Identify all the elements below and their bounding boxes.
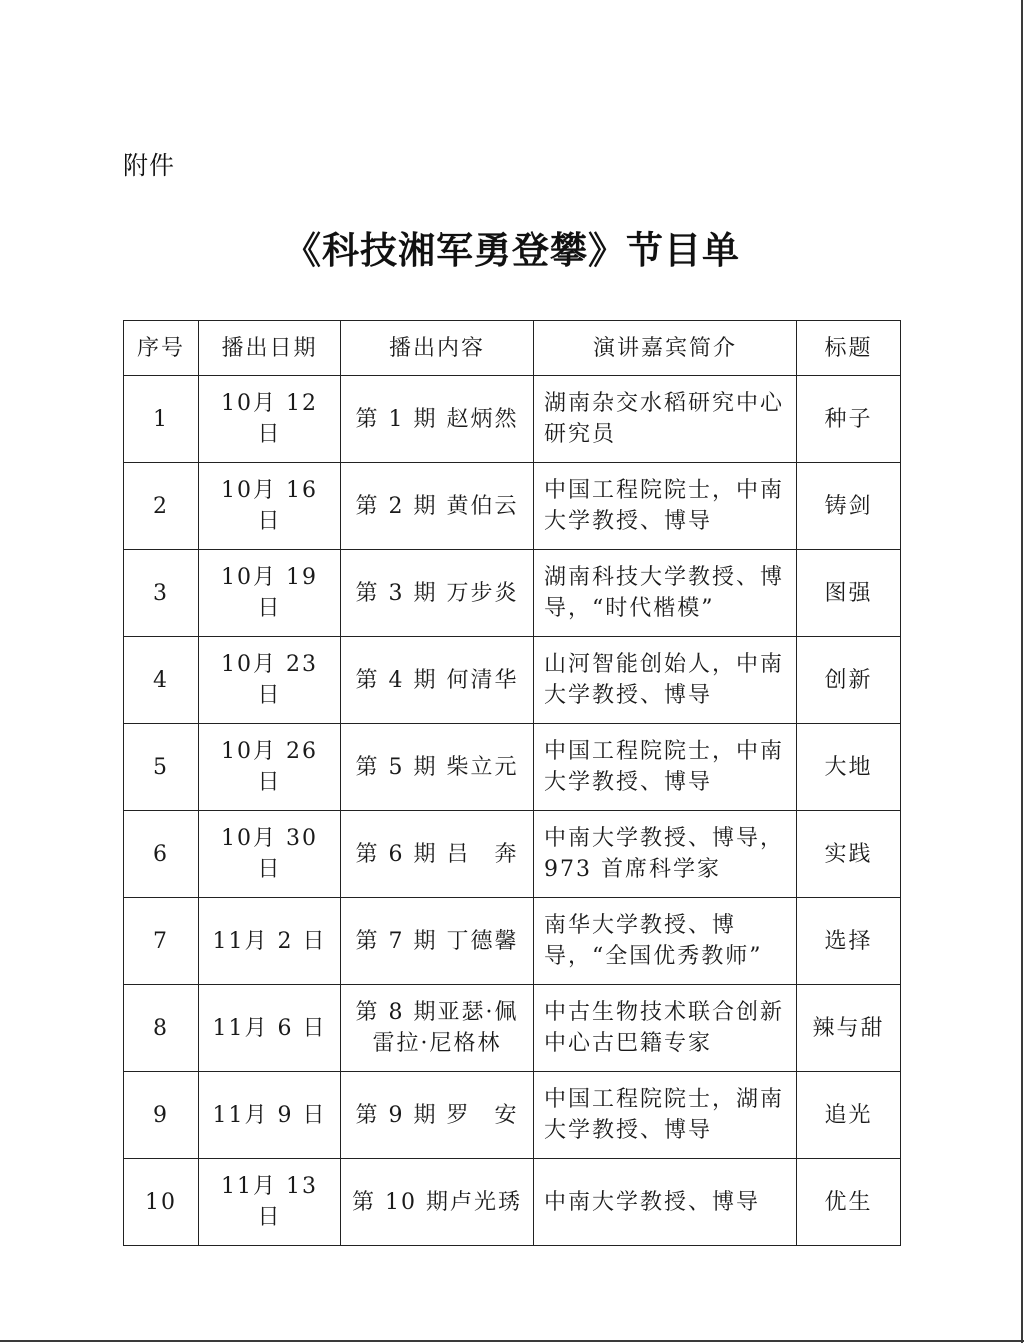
cell-date: 11月 6 日 (199, 985, 341, 1072)
cell-topic: 优生 (797, 1159, 901, 1246)
cell-bio: 中古生物技术联合创新中心古巴籍专家 (534, 985, 797, 1072)
cell-no: 9 (124, 1072, 199, 1159)
attachment-label: 附件 (123, 151, 176, 180)
cell-bio: 中国工程院院士，中南大学教授、博导 (534, 724, 797, 811)
cell-topic: 实践 (797, 811, 901, 898)
header-row (124, 321, 901, 376)
page-title: 《科技湘军勇登攀》节目单 (284, 229, 740, 272)
table-row (124, 637, 901, 724)
cell-content: 第 5 期 柴立元 (341, 724, 534, 811)
table-row (124, 550, 901, 637)
cell-no: 10 (124, 1159, 199, 1246)
cell-date: 10月 30 日 (199, 811, 341, 898)
cell-topic: 种子 (797, 376, 901, 463)
cell-content: 第 9 期 罗 安 (341, 1072, 534, 1159)
header-no: 序号 (124, 321, 199, 376)
header-date: 播出日期 (199, 321, 341, 376)
cell-no: 5 (124, 724, 199, 811)
cell-content: 第 6 期 吕 奔 (341, 811, 534, 898)
cell-date: 11月 9 日 (199, 1072, 341, 1159)
header-bio: 演讲嘉宾简介 (534, 321, 797, 376)
cell-bio: 中南大学教授、博导，973 首席科学家 (534, 811, 797, 898)
cell-topic: 创新 (797, 637, 901, 724)
cell-date: 10月 23 日 (199, 637, 341, 724)
table-row (124, 898, 901, 985)
table-row (124, 724, 901, 811)
cell-content: 第 2 期 黄伯云 (341, 463, 534, 550)
cell-date: 10月 12 日 (199, 376, 341, 463)
cell-no: 3 (124, 550, 199, 637)
cell-topic: 追光 (797, 1072, 901, 1159)
cell-bio: 中国工程院院士，湖南大学教授、博导 (534, 1072, 797, 1159)
cell-bio: 湖南杂交水稻研究中心研究员 (534, 376, 797, 463)
table-row (124, 463, 901, 550)
cell-bio: 南华大学教授、博导，“全国优秀教师” (534, 898, 797, 985)
cell-date: 10月 19 日 (199, 550, 341, 637)
cell-content: 第 3 期 万步炎 (341, 550, 534, 637)
table-body (124, 376, 901, 1246)
cell-no: 4 (124, 637, 199, 724)
cell-topic: 辣与甜 (797, 985, 901, 1072)
cell-content: 第 4 期 何清华 (341, 637, 534, 724)
cell-topic: 大地 (797, 724, 901, 811)
page-edge-right (1021, 0, 1023, 1343)
cell-topic: 铸剑 (797, 463, 901, 550)
table-row (124, 811, 901, 898)
table-row (124, 1072, 901, 1159)
cell-no: 8 (124, 985, 199, 1072)
table-row (124, 376, 901, 463)
cell-date: 10月 26 日 (199, 724, 341, 811)
cell-bio: 中南大学教授、博导 (534, 1159, 797, 1246)
cell-date: 10月 16 日 (199, 463, 341, 550)
cell-topic: 选择 (797, 898, 901, 985)
program-table (123, 320, 901, 1246)
cell-content: 第 7 期 丁德馨 (341, 898, 534, 985)
cell-topic: 图强 (797, 550, 901, 637)
cell-bio: 湖南科技大学教授、博导，“时代楷模” (534, 550, 797, 637)
page-edge-bottom (0, 1340, 1024, 1342)
table-row (124, 1159, 901, 1246)
cell-content: 第 10 期卢光琇 (341, 1159, 534, 1246)
header-topic: 标题 (797, 321, 901, 376)
table-header (124, 321, 901, 376)
table-row (124, 985, 901, 1072)
cell-content: 第 8 期亚瑟·佩雷拉·尼格林 (341, 985, 534, 1072)
cell-bio: 中国工程院院士，中南大学教授、博导 (534, 463, 797, 550)
cell-no: 7 (124, 898, 199, 985)
cell-no: 6 (124, 811, 199, 898)
header-content: 播出内容 (341, 321, 534, 376)
cell-no: 1 (124, 376, 199, 463)
cell-date: 11月 2 日 (199, 898, 341, 985)
cell-no: 2 (124, 463, 199, 550)
cell-content: 第 1 期 赵炳然 (341, 376, 534, 463)
cell-date: 11月 13 日 (199, 1159, 341, 1246)
cell-bio: 山河智能创始人，中南大学教授、博导 (534, 637, 797, 724)
